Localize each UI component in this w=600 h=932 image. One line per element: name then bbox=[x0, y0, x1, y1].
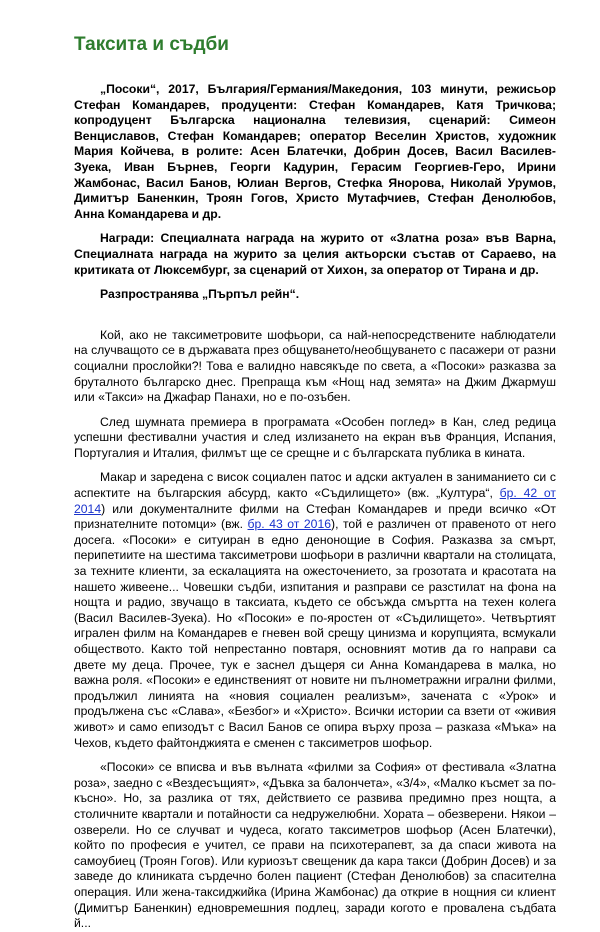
article-title: Таксита и съдби bbox=[74, 34, 229, 55]
film-distributor: Разпространява „Пърпъл рейн“. bbox=[100, 287, 300, 302]
paragraph-intro: Кой, ако не таксиметровите шофьори, са най-непосредствените наблюдатели на случващото се в държавата през общуването/необщуването с пасажери от разни социални прослойки?! Това е валидно навсякъде по света, а «Посоки» разказва за бруталното българско днес. Препраща към «Нощ над земята» на Джим Джармуш или «Такси» на Джафар Панахи, но е по-озъбен. bbox=[74, 327, 556, 405]
text-run: ) или документалните филми на Стефан Командарев и преди всичко «От признателните потомци» (вж. bbox=[74, 501, 556, 532]
text-run: Макар и заредена с висок социален патос и адски актуален в заниманието си с аспектите на българския абсурд, както «Съдилището» (вж. „Култура“, bbox=[74, 470, 556, 501]
issue-link-2014[interactable]: бр. 42 от 2014 bbox=[74, 486, 556, 516]
paragraph-sofia: «Посоки» се вписва и във вълната «филми за София» от фестивала «Златна роза», заедно с «Вездесъщият», «Дъвка за балончета», «3/4», «Малко късмет за по-късно». Но, за разлика от тях, действието се развива предимно през нощта, а столичните квартали и потайности са недружелюбни. Хората – обезверени. Някои – озверели. Но се случват и чудеса, когато таксиметров шофьор (Асен Блатечки), който по професия е учител, се прави на психотерапевт, за да спаси живота на самоубиец (Троян Гогов). Или куриозът свещеник да кара такси (Добрин Досев) и за заведе до клиниката сърдечно болен пациент (Стефан Денолюбов) за спасителна операция. Или жена-таксиджийка (Ирина Жамбонас) да открие в нощния си клиент (Димитър Баненкин) едновремешния подлец, заради когото е провалена съдбата й... bbox=[74, 760, 556, 931]
text-run: ), той е различен от правеното от него досега. «Посоки» е ситуиран в едно денонощие в София. Разказва за смърт, перипетиите на шестима таксиметрови шофьори в различни квартали на столицата, за техните клиенти, за ескалацията на ожесточението, за грозотата и красотата на нашето живеене... Човешки съдби, изпитания и разправи се разстилат на фона на нощта и радио, звучащо в таксиата, където се обсъжда смъртта на техен колега (Васил Василев-Зуека). Но «Посоки» е по-яростен от «Съдилището». Четвъртият игрален филм на Командарев е гневен вой срещу цинизма и корупцията, всмукали обществото. Както той непрестанно повтаря, основният мотив да го направи са двете му деца. Прочее, тук е заснел дъщеря си Анна Командарева в малка, но важна роля. «Посоки» е единственият от новите ни пълнометражни игрални филми, продължил линията на «новия социален реализъм», зачената с «Урок» и продължена със «Слава», «Безбог» и «Христо». Всички истории са взети от «живия живот» и само епизодът с Васил Банов се опира върху проза – разказа «Мъка» на Чехов, където файтонджията е сменен с таксиметров шофьор. bbox=[74, 517, 556, 750]
spacer bbox=[74, 312, 556, 328]
paragraph-analysis bbox=[74, 470, 556, 751]
paragraph-premiere: След шумната премиера в програмата «Особен поглед» в Кан, след редица успешни фестивални участия и след излизането на екран във Франция, Испания, Португалия и Италия, филмът ще се срещне и с българската публика в кината. bbox=[74, 414, 556, 460]
film-awards: Награди: Специалната награда на журито от «Златна роза» във Варна, Специалната награда на журито за целия актьорски състав от Сараево, на критиката от Люксембург, за сценарий от Хихон, за оператор от Тирана и др. bbox=[74, 231, 556, 277]
issue-link-2016[interactable]: бр. 43 от 2016 bbox=[247, 517, 332, 532]
film-credits: „Посоки“, 2017, България/Германия/Македония, 103 минути, режисьор Стефан Командарев, продуценти: Стефан Командарев, Катя Тричкова; копродуцент Българска национална телевизия, сценарий: Симеон Венциславов, Стефан Командарев; оператор Веселин Христов, художник Мария Койчева, в ролите: Асен Блатечки, Добрин Досев, Васил Василев-Зуека, Иван Бърнев, Георги Кадурин, Герасим Георгиев-Геро, Ирини Жамбонас, Васил Банов, Юлиан Вергов, Стефка Янорова, Николай Урумов, Димитър Баненкин, Троян Гогов, Христо Мутафчиев, Стефан Денолюбов, Анна Командарева и др. bbox=[74, 82, 556, 221]
